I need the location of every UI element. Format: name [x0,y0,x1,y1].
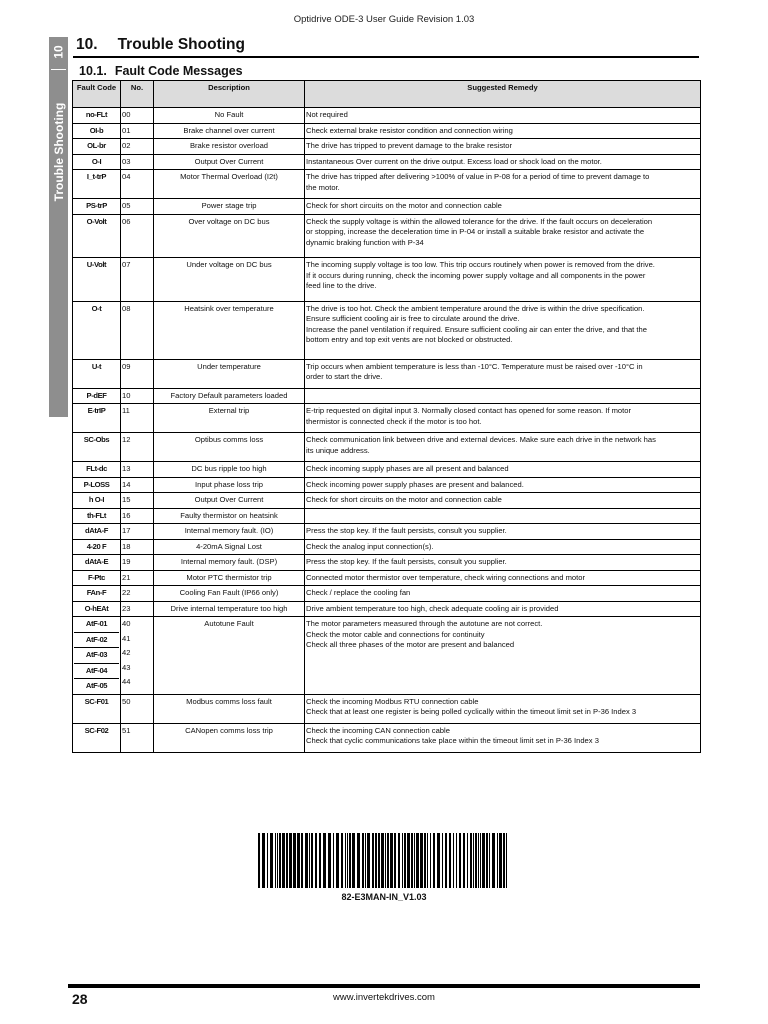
barcode-bar [279,833,281,888]
remedy-line: Check / replace the cooling fan [306,588,411,597]
fault-code-cell [73,108,121,124]
barcode-bar [381,833,384,888]
fault-number-cell: 19 [121,555,154,571]
fault-code-cell [73,723,121,752]
fault-number-cell: 08 [121,301,154,359]
table-row [73,617,701,695]
table-row [73,508,701,524]
remedy-line: The drive is too hot. Check the ambient temperature around the drive is within the drive specification. [306,303,645,313]
fault-description: External trip [154,404,305,433]
barcode-bar [362,833,364,888]
fault-code-cell [73,388,121,404]
fault-code-cell [73,524,121,540]
remedy-line: dynamic braking function with P-34 [306,237,424,247]
fault-description: Output Over Current [154,154,305,170]
fault-code: dAtA-E [84,557,109,566]
fault-description: CANopen comms loss trip [154,723,305,752]
header-remedy: Suggested Remedy [305,81,701,108]
fault-description: DC bus ripple too high [154,462,305,478]
fault-code-cell [73,694,121,723]
running-header: Optidrive ODE-3 User Guide Revision 1.03 [293,14,475,25]
barcode-bar [424,833,426,888]
fault-description: Over voltage on DC bus [154,214,305,258]
suggested-remedy [305,433,701,462]
fault-description: Under temperature [154,359,305,388]
barcode-bar [414,833,415,888]
chapter-heading: Trouble Shooting [117,36,245,53]
fault-number: 40 [122,619,131,628]
suggested-remedy [305,555,701,571]
remedy-line: E-trip requested on digital input 3. Normally closed contact has opened for some reason. If motor [306,406,632,415]
fault-code: AtF-05 [85,681,108,690]
fault-number-cell: 14 [121,477,154,493]
table-row [73,586,701,602]
remedy-line: Check communication link between drive and external devices. Make sure each drive in the network has [306,435,656,444]
suggested-remedy [305,258,701,302]
barcode-bar [333,833,334,888]
remedy-line: Check the incoming CAN connection cable [306,725,450,735]
table-row [73,214,701,258]
fault-description: Input phase loss trip [154,477,305,493]
barcode-bar [367,833,370,888]
suggested-remedy [305,694,701,723]
fault-code: O-I [91,156,102,166]
remedy-line: Check for short circuits on the motor and connection cable [306,201,502,210]
fault-number-cell: 13 [121,462,154,478]
table-row [73,199,701,215]
remedy-line: Check the motor cable and connections for continuity [306,629,485,639]
barcode-bar [442,833,443,888]
table-row [73,108,701,124]
fault-number-cell: 03 [121,154,154,170]
barcode-bar [449,833,451,888]
barcode-bar [402,833,403,888]
fault-number-cell: 07 [121,258,154,302]
suggested-remedy [305,601,701,617]
table-row [73,404,701,433]
table-row [73,388,701,404]
fault-description: Modbus comms loss fault [154,694,305,723]
suggested-remedy [305,214,701,258]
fault-number-cell: 21 [121,570,154,586]
fault-code: AtF-04 [74,664,119,680]
table-row [73,139,701,155]
table-row [73,477,701,493]
remedy-line: Increase the panel ventilation if required. Ensure sufficient cooling air can enter the drive, and that the [306,324,647,334]
barcode-bar [453,833,454,888]
fault-description: Internal memory fault. (IO) [154,524,305,540]
fault-description: Motor PTC thermistor trip [154,570,305,586]
remedy-line: Check that at least one register is being polled cyclically within the timeout limit set in P-36 Index 3 [306,707,637,716]
chapter-title [76,36,245,54]
fault-number-cell: 50 [121,694,154,723]
barcode-label: 82-E3MAN-IN_V1.03 [341,892,427,902]
fault-description: 4-20mA Signal Lost [154,539,305,555]
footer-url: www.invertekdrives.com [333,992,435,1003]
table-row [73,555,701,571]
barcode-bar [301,833,303,888]
fault-description: Autotune Fault [154,617,305,695]
fault-code: U-Volt [86,260,107,269]
fault-description: Optibus comms loss [154,433,305,462]
barcode-bar [352,833,355,888]
header-description: Description [154,81,305,108]
remedy-line: Instantaneous Over current on the drive output. Excess load or shock load on the motor. [306,156,602,166]
fault-code: O-Volt [86,216,107,226]
fault-code-cell [73,258,121,302]
fault-description: Power stage trip [154,199,305,215]
table-row [73,493,701,509]
table-row [73,601,701,617]
remedy-line: order to start the drive. [306,372,383,381]
suggested-remedy [305,477,701,493]
barcode-bar [347,833,348,888]
suggested-remedy [305,404,701,433]
footer-rule [68,984,700,988]
fault-number-cell: 06 [121,214,154,258]
barcode-bar [305,833,308,888]
barcode-bar [385,833,386,888]
fault-code: AtF-02 [74,633,119,649]
remedy-line: If it occurs during running, check the incoming power supply voltage and all components in the power [306,270,646,280]
remedy-line: Ensure sufficient cooling air is free to circulate around the drive. [306,314,520,323]
fault-number-cell: 10 [121,388,154,404]
barcode-image [258,833,510,888]
suggested-remedy [305,108,701,124]
suggested-remedy [305,723,701,752]
fault-number-cell: 02 [121,139,154,155]
section-heading: Fault Code Messages [114,64,243,78]
remedy-line: Trip occurs when ambient temperature is less than -10°C. Temperature must be raised over -10°C in [306,361,643,371]
fault-code-cell [73,462,121,478]
fault-code-cell [73,539,121,555]
barcode-bar [478,833,479,888]
fault-number-cell: 00 [121,108,154,124]
title-rule [73,56,699,58]
barcode-bar [480,833,481,888]
table-row [73,301,701,359]
table-row [73,154,701,170]
fault-code-cell [73,404,121,433]
fault-number-cell: 05 [121,199,154,215]
remedy-line: The drive has tripped after delivering >100% of value in P-08 for a period of time to prevent damage to [306,172,650,181]
fault-description: Motor Thermal Overload (I2t) [154,170,305,199]
suggested-remedy [305,199,701,215]
barcode-bar [323,833,326,888]
remedy-line: Check the supply voltage is within the allowed tolerance for the drive. If the fault occurs on deceleration [306,216,653,226]
table-row [73,258,701,302]
barcode-bar [387,833,389,888]
barcode-bar [416,833,419,888]
fault-code: O-hEAt [84,603,109,613]
barcode-bar [311,833,313,888]
table-row [73,123,701,139]
fault-code: dAtA-F [85,526,108,535]
barcode-bar [336,833,339,888]
fault-description: Under voltage on DC bus [154,258,305,302]
fault-description: Output Over Current [154,493,305,509]
side-tab-number: 10 [51,45,66,59]
table-row [73,462,701,478]
barcode-bar [506,833,507,888]
suggested-remedy [305,462,701,478]
fault-description: Heatsink over temperature [154,301,305,359]
fault-code: E-trIP [87,406,106,415]
barcode-bar [470,833,472,888]
barcode-bar [486,833,488,888]
fault-description: No Fault [154,108,305,124]
fault-code-cell [73,359,121,388]
table-header-row [73,81,701,108]
suggested-remedy [305,170,701,199]
barcode-bar [497,833,498,888]
fault-code: SC-F01 [84,696,109,706]
fault-number-cell: 12 [121,433,154,462]
barcode-bar [394,833,396,888]
suggested-remedy [305,539,701,555]
barcode-bar [286,833,288,888]
fault-code-cell [73,199,121,215]
barcode-bar [503,833,505,888]
fault-code: th-FLt [86,510,107,520]
barcode-bar [475,833,477,888]
fault-number-cell: 22 [121,586,154,602]
barcode-bar [430,833,431,888]
fault-code-cell [73,214,121,258]
barcode-bar [315,833,317,888]
side-tab-label: Trouble Shooting [51,102,66,202]
barcode-bar [289,833,292,888]
fault-number-cell: 01 [121,123,154,139]
fault-code-cell [73,570,121,586]
remedy-line: Not required [306,110,348,119]
table-row [73,170,701,199]
fault-code-cell [73,508,121,524]
barcode-bar [411,833,413,888]
barcode-bar [499,833,502,888]
fault-code: AtF-01 [74,617,119,633]
barcode-bar [328,833,331,888]
fault-code: OL-br [87,141,106,150]
fault-number: 41 [122,633,131,643]
barcode-bar [420,833,423,888]
table-row [73,359,701,388]
barcode-bar [267,833,268,888]
remedy-line: Check incoming supply phases are all present and balanced [306,464,509,473]
suggested-remedy [305,586,701,602]
barcode-bar [282,833,285,888]
barcode-bar [309,833,310,888]
barcode-bar [467,833,468,888]
remedy-line: or stopping, increase the deceleration time in P-04 or install a suitable brake resistor and activate the [306,227,645,236]
suggested-remedy [305,154,701,170]
fault-code: AtF-03 [74,648,119,664]
barcode-bar [433,833,435,888]
fault-description: Brake resistor overload [154,139,305,155]
section-title [79,64,243,78]
table-row [73,723,701,752]
suggested-remedy [305,617,701,695]
barcode-bar [445,833,447,888]
remedy-line: its unique address. [306,445,370,455]
fault-number-cell: 09 [121,359,154,388]
fault-code: I_t-trP [86,172,107,181]
fault-code: O-t [91,303,102,313]
fault-number-cell [121,617,154,695]
suggested-remedy [305,123,701,139]
barcode-bar [277,833,278,888]
barcode-bar [341,833,343,888]
barcode-bar [404,833,406,888]
remedy-line: Check for short circuits on the motor and connection cable [306,495,502,504]
fault-code-cell [73,555,121,571]
barcode-bar [437,833,440,888]
barcode-bar [345,833,346,888]
suggested-remedy [305,139,701,155]
fault-code: FLt-dc [86,464,107,473]
barcode-bar [375,833,377,888]
suggested-remedy [305,524,701,540]
fault-description: Internal memory fault. (DSP) [154,555,305,571]
barcode-bar [390,833,393,888]
suggested-remedy [305,570,701,586]
fault-code: P-LOSS [83,479,110,489]
remedy-line: The incoming supply voltage is too low. This trip occurs routinely when power is removed from the drive. [306,260,655,269]
fault-number-cell: 11 [121,404,154,433]
suggested-remedy [305,359,701,388]
barcode-bar [262,833,265,888]
fault-code: h O-I [88,495,105,504]
fault-code: FAn-F [86,588,107,597]
fault-code-cell [73,433,121,462]
section-number: 10.1. [79,64,107,78]
barcode-bar [456,833,457,888]
fault-code-cell [73,301,121,359]
page-number: 28 [72,991,88,1007]
barcode-bar [398,833,400,888]
fault-code: U-t [91,361,102,371]
fault-code-cell [73,170,121,199]
chapter-side-tab [49,37,68,417]
barcode-bar [357,833,360,888]
suggested-remedy [305,493,701,509]
suggested-remedy [305,508,701,524]
barcode-bar [492,833,495,888]
fault-code: 4-20 F [86,541,107,551]
fault-number-cell: 15 [121,493,154,509]
fault-description: Brake channel over current [154,123,305,139]
table-row [73,524,701,540]
header-no: No. [121,81,154,108]
barcode-bar [482,833,485,888]
barcode-bar [459,833,461,888]
remedy-line: Check incoming power supply phases are present and balanced. [306,479,524,489]
remedy-line: feed line to the drive. [306,281,377,290]
remedy-line: The motor parameters measured through the autotune are not correct. [306,619,543,628]
remedy-line: Check that cyclic communications take place within the timeout limit set in P-36 Index 3 [306,736,599,745]
fault-description: Faulty thermistor on heatsink [154,508,305,524]
fault-code: F-Ptc [88,572,105,582]
fault-code-cell [73,586,121,602]
fault-code-cell [73,123,121,139]
barcode-bar [258,833,260,888]
barcode-bar [489,833,490,888]
remedy-line: bottom entry and top exit vents are not blocked or obstructed. [306,335,513,344]
remedy-line: thermistor is connected check if the motor is too hot. [306,416,482,426]
barcode-bar [407,833,410,888]
fault-code: SC-F02 [84,725,109,735]
barcode-bar [378,833,380,888]
barcode-bar [427,833,428,888]
fault-code-table [72,80,701,753]
remedy-line: Check external brake resistor condition and connection wiring [306,125,513,135]
fault-code-cell [73,493,121,509]
barcode-bar [297,833,300,888]
barcode-bar [270,833,273,888]
fault-description: Cooling Fan Fault (IP66 only) [154,586,305,602]
fault-number: 44 [122,677,131,686]
fault-number-cell: 17 [121,524,154,540]
fault-code-cell [73,154,121,170]
remedy-line: The drive has tripped to prevent damage to the brake resistor [306,141,512,150]
fault-code-cell [73,617,121,695]
remedy-line: Connected motor thermistor over temperature, check wiring connections and motor [306,572,585,582]
suggested-remedy [305,301,701,359]
fault-number-cell: 16 [121,508,154,524]
chapter-number: 10. [76,36,98,53]
barcode-bar [275,833,276,888]
fault-code: PS-trP [86,201,107,210]
remedy-line: Check all three phases of the motor are present and balanced [306,640,515,649]
fault-code: no-FLt [85,110,108,119]
fault-code: OI-b [89,125,104,135]
fault-description: Drive internal temperature too high [154,601,305,617]
header-fault-code: Fault Code [73,81,121,108]
fault-code: P-dEF [86,390,107,400]
remedy-line: Check the incoming Modbus RTU connection cable [306,696,479,706]
remedy-line: Drive ambient temperature too high, check adequate cooling air is provided [306,603,559,613]
remedy-line: Check the analog input connection(s). [306,541,434,551]
table-row [73,694,701,723]
remedy-line: Press the stop key. If the fault persists, consult you supplier. [306,557,507,566]
barcode-bar [319,833,321,888]
remedy-line: the motor. [306,182,340,192]
fault-number: 42 [122,648,131,657]
fault-number-cell: 04 [121,170,154,199]
table-row [73,539,701,555]
fault-number: 43 [122,662,131,672]
barcode-bar [463,833,465,888]
fault-code-cell [73,139,121,155]
table-row [73,570,701,586]
suggested-remedy [305,388,701,404]
table-row [73,433,701,462]
barcode-bar [293,833,296,888]
barcode-bar [372,833,374,888]
fault-code-cell [73,477,121,493]
barcode-bar [365,833,366,888]
remedy-line: Press the stop key. If the fault persists, consult you supplier. [306,526,507,535]
fault-number-cell: 51 [121,723,154,752]
fault-code: SC-Obs [83,435,110,444]
fault-number-cell: 18 [121,539,154,555]
fault-description: Factory Default parameters loaded [154,388,305,404]
fault-code-cell [73,601,121,617]
fault-number-cell: 23 [121,601,154,617]
barcode-bar [473,833,474,888]
barcode-bar [349,833,351,888]
